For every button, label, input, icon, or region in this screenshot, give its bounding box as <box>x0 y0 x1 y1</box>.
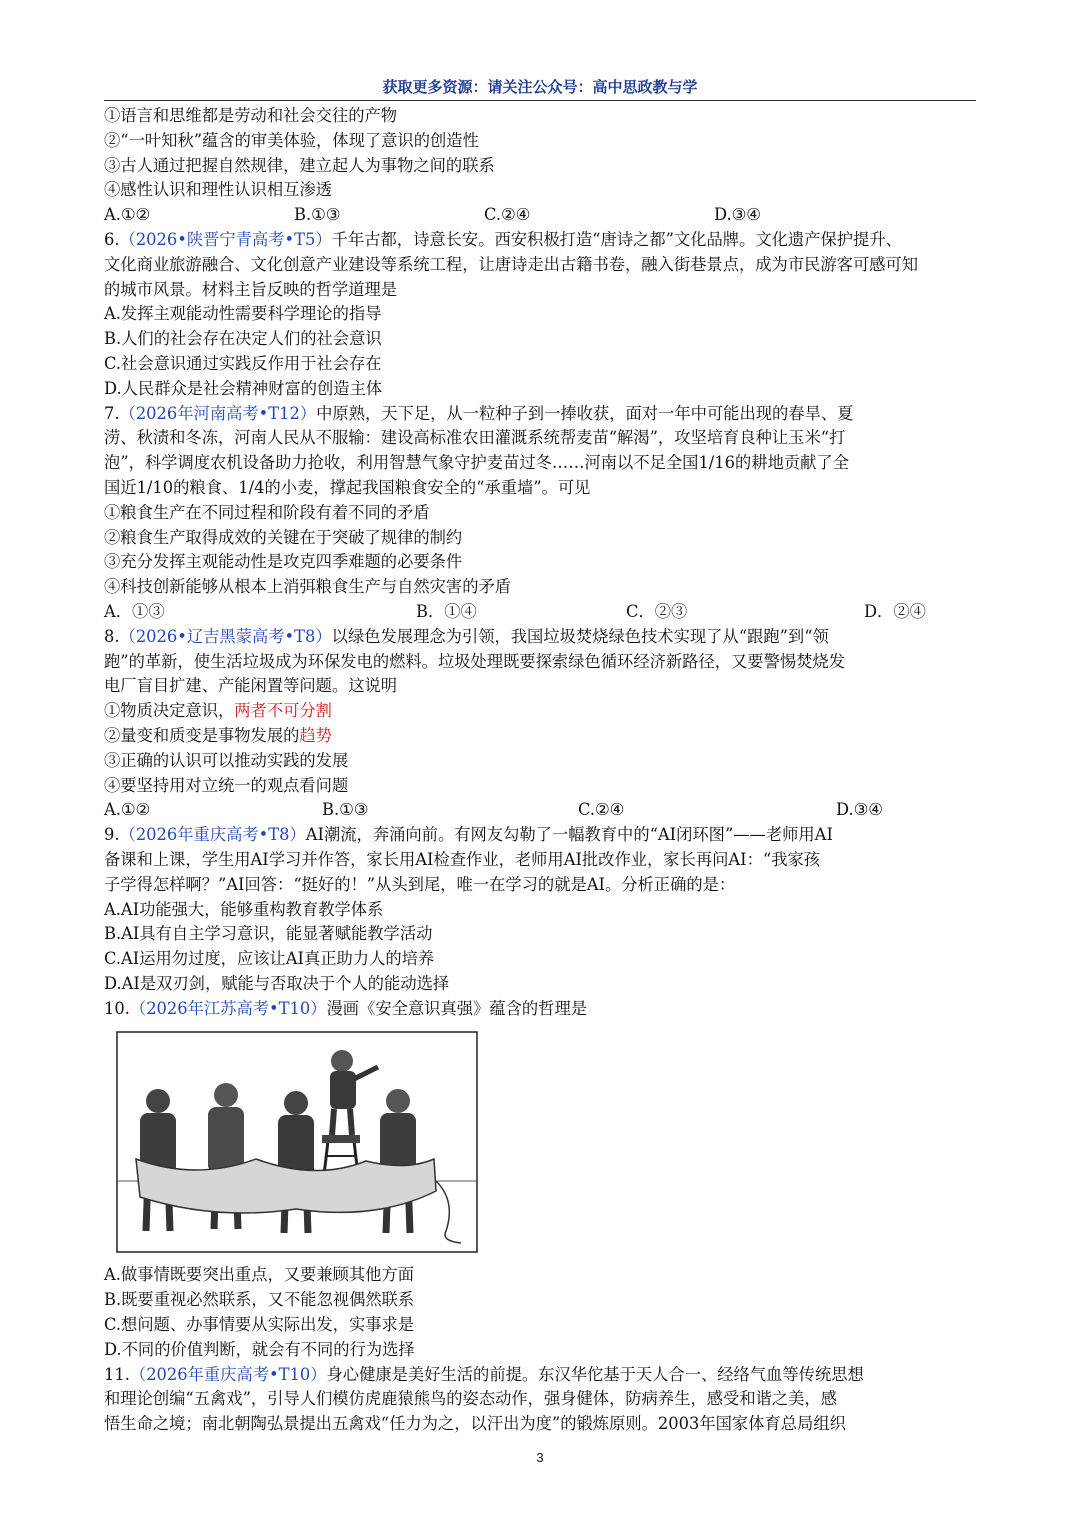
q8-option-d: D.③④ <box>836 800 883 820</box>
q6-choice-d: D.人民群众是社会精神财富的创造主体 <box>104 378 383 398</box>
q8-source: （2026•辽吉黑蒙高考•T8） <box>119 626 332 646</box>
q6-number: 6. <box>104 229 120 249</box>
page-number: 3 <box>536 1450 544 1465</box>
q8-item-1 <box>104 699 980 724</box>
q10-number: 10. <box>104 998 130 1018</box>
q7-item-1: ①粮食生产在不同过程和阶段有着不同的矛盾 <box>104 502 430 522</box>
q5-item-3: ③古人通过把握自然规律，建立起人为事物之间的联系 <box>104 155 495 175</box>
q7-item-3: ③充分发挥主观能动性是攻克四季难题的必要条件 <box>104 552 463 572</box>
q8-option-b: B.①③ <box>322 800 369 820</box>
q8-item-2 <box>104 724 980 749</box>
q8-item-2-highlight: 趋势 <box>299 725 332 745</box>
page-content <box>104 104 980 1437</box>
q8-option-a: A.①② <box>104 800 151 820</box>
q7-item-2: ②粮食生产取得成效的关键在于突破了规律的制约 <box>104 527 463 547</box>
q9-choice-b: B.AI具有自主学习意识，能显著赋能教学活动 <box>104 924 433 944</box>
comic-drawing <box>116 1031 478 1253</box>
q5-options <box>104 203 980 228</box>
q11-stem-line-2: 和理论创编“五禽戏”，引导人们模仿虎鹿猿熊鸟的姿态动作，强身健体，防病养生，感受和谐之美，感 <box>104 1389 838 1409</box>
q10-choice-a: A.做事情既要突出重点，又要兼顾其他方面 <box>104 1265 414 1285</box>
q7-option-b: B．①④ <box>416 601 477 621</box>
q9-source: （2026年重庆高考•T8） <box>119 825 306 845</box>
q7-option-d: D．②④ <box>864 601 926 621</box>
q9-choice-d: D.AI是双刃剑，赋能与否取决于个人的能动选择 <box>104 973 450 993</box>
q11-number: 11. <box>104 1364 130 1384</box>
q8-item-2-text: ②量变和质变是事物发展的 <box>104 725 300 745</box>
q7-stem-line-3: 泡”，科学调度农机设备助力抢收，利用智慧气象守护麦苗过冬……河南以不足全国1/16的耕地贡献了全 <box>104 453 849 473</box>
q8-options <box>104 798 980 823</box>
q11-stem-text: 身心健康是美好生活的前提。东汉华佗基于天人合一、经络气血等传统思想 <box>326 1364 864 1384</box>
q10-choice-c: C.想问题、办事情要从实际出发，实事求是 <box>104 1315 415 1335</box>
q9-stem-line-1 <box>104 823 980 848</box>
q10-choice-d: D.不同的价值判断，就会有不同的行为选择 <box>104 1339 415 1359</box>
q7-number: 7. <box>104 403 120 423</box>
q8-stem-line-2: 跑”的革新，使生活垃圾成为环保发电的燃料。垃圾处理既要探索绿色循环经济新路径，又要警惕焚烧发 <box>104 651 845 671</box>
q8-item-4: ④要坚持用对立统一的观点看问题 <box>104 775 349 795</box>
q10-stem-line-1 <box>104 997 980 1022</box>
q11-stem-line-3: 悟生命之境；南北朝陶弘景提出五禽戏“任力为之，以汗出为度”的锻炼原则。2003年国家体育总局组织 <box>104 1414 846 1434</box>
q5-option-d: D.③④ <box>714 205 761 225</box>
q7-option-a: A．①③ <box>104 601 165 621</box>
q9-choice-c: C.AI运用勿过度，应该让AI真正助力人的培养 <box>104 949 435 969</box>
q9-choice-a: A.AI功能强大，能够重构教育教学体系 <box>104 899 384 919</box>
q5-item-1: ①语言和思维都是劳动和社会交往的产物 <box>104 106 398 125</box>
q8-number: 8. <box>104 626 120 646</box>
q8-item-1-highlight: 两者不可分割 <box>234 701 332 721</box>
q10-choice-b: B.既要重视必然联系，又不能忽视偶然联系 <box>104 1290 415 1310</box>
q6-choice-b: B.人们的社会存在决定人们的社会意识 <box>104 329 382 349</box>
q5-option-a: A.①② <box>104 205 151 225</box>
q7-stem-line-2: 涝、秋渍和冬冻，河南人民从不服输：建设高标准农田灌溉系统帮麦苗“解渴”，攻坚培育良种让玉米“打 <box>104 428 846 448</box>
q9-stem-line-2: 备课和上课，学生用AI学习并作答，家长用AI检查作业，老师用AI批改作业，家长再问AI：“我家孩 <box>104 849 821 869</box>
q8-stem-line-1 <box>104 625 980 650</box>
q8-stem-line-3: 电厂盲目扩建、产能闲置等问题。这说明 <box>104 676 398 696</box>
q6-choice-a: A.发挥主观能动性需要科学理论的指导 <box>104 304 382 324</box>
page-header: 获取更多资源：请关注公众号：高中思政教与学 <box>104 76 976 101</box>
q5-item-2: ②“一叶知秋”蕴含的审美体验，体现了意识的创造性 <box>104 130 479 150</box>
q5-item-4: ④感性认识和理性认识相互渗透 <box>104 180 332 200</box>
q7-source: （2026年河南高考•T12） <box>119 403 317 423</box>
q9-stem-line-3: 子学得怎样啊？”AI回答：“挺好的！”从头到尾，唯一在学习的就是AI。分析正确的是： <box>104 874 736 894</box>
q5-option-c: C.②④ <box>484 205 531 225</box>
q10-source: （2026年江苏高考•T10） <box>129 998 327 1018</box>
q7-stem-text: 中原熟，天下足，从一粒种子到一捧收获，面对一年中可能出现的春旱、夏 <box>316 403 854 423</box>
q6-choice-c: C.社会意识通过实践反作用于社会存在 <box>104 353 382 373</box>
q9-number: 9. <box>104 825 120 845</box>
q7-item-4: ④科技创新能够从根本上消弭粮食生产与自然灾害的矛盾 <box>104 577 512 597</box>
comic-image <box>104 1031 980 1253</box>
q6-stem-line-2: 文化商业旅游融合、文化创意产业建设等系统工程，让唐诗走出古籍书卷，融入街巷景点，成为市民游客可感可知 <box>104 254 919 274</box>
q8-option-c: C.②④ <box>578 800 625 820</box>
q10-stem-text: 漫画《安全意识真强》蕴含的哲理是 <box>326 998 588 1018</box>
q5-option-b: B.①③ <box>294 205 341 225</box>
q8-item-1-text: ①物质决定意识， <box>104 701 235 721</box>
q8-item-3: ③正确的认识可以推动实践的发展 <box>104 750 349 770</box>
q9-stem-text: AI潮流，奔涌向前。有网友勾勒了一幅教育中的“AI闭环图”——老师用AI <box>305 825 833 845</box>
q8-stem-text: 以绿色发展理念为引领，我国垃圾焚烧绿色技术实现了从“跟跑”到“领 <box>331 626 829 646</box>
q6-stem-text: 千年古都，诗意长安。西安积极打造“唐诗之都”文化品牌。文化遗产保护提升、 <box>331 229 902 249</box>
q7-options <box>104 600 980 625</box>
q7-option-c: C．②③ <box>626 601 688 621</box>
q7-stem-line-1 <box>104 402 980 427</box>
q6-stem-line-1 <box>104 228 980 253</box>
q11-source: （2026年重庆高考•T10） <box>129 1364 327 1384</box>
q11-stem-line-1 <box>104 1363 980 1388</box>
q6-source: （2026•陕晋宁青高考•T5） <box>119 229 332 249</box>
q6-stem-line-3: 的城市风景。材料主旨反映的哲学道理是 <box>104 279 398 299</box>
q7-stem-line-4: 国近1/10的粮食、1/4的小麦，撑起我国粮食安全的“承重墙”。可见 <box>104 477 591 497</box>
